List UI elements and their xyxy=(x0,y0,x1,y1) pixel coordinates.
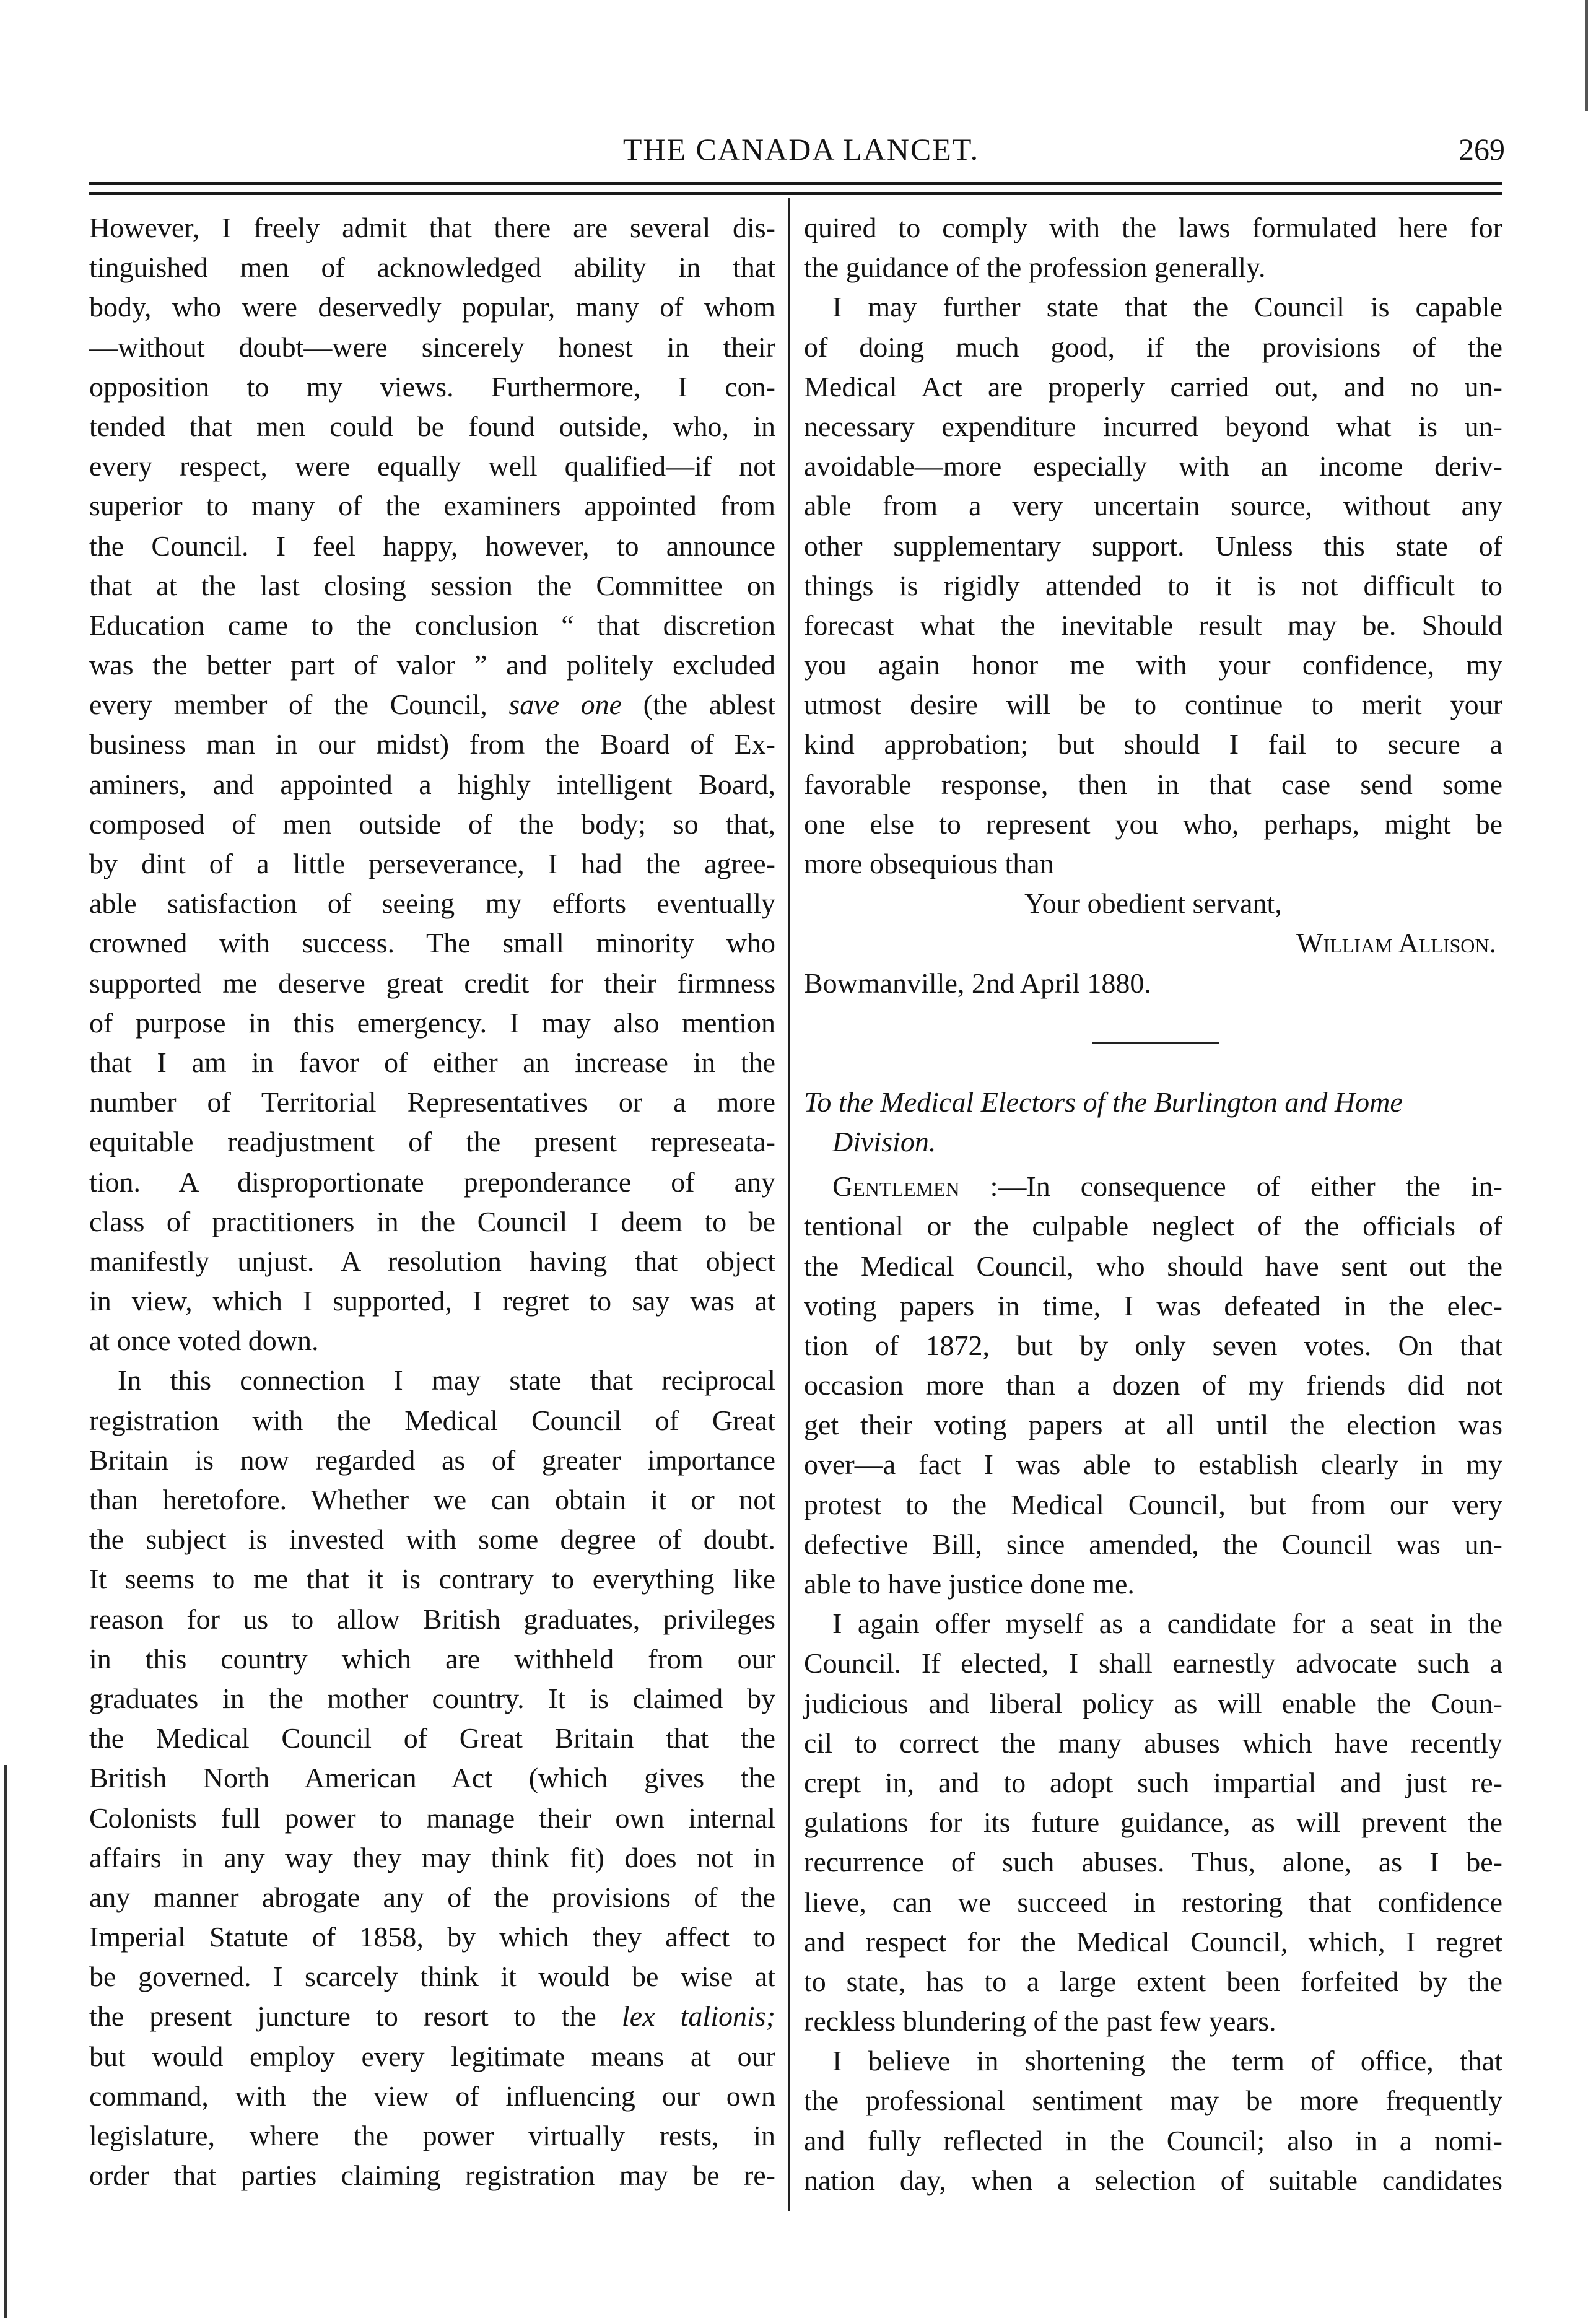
text-line xyxy=(89,1758,775,1798)
text-segment: However, I freely admit that there are several dis- xyxy=(89,212,775,243)
text-segment: every respect, were equally well qualified—if not xyxy=(89,450,775,482)
text-segment: —without doubt—were sincerely honest in their xyxy=(89,331,775,363)
text-line xyxy=(89,1559,775,1599)
italic-phrase: lex talionis; xyxy=(621,2000,775,2033)
scan-edge-mark xyxy=(4,1765,7,2318)
text-line xyxy=(804,328,1502,367)
text-segment: Colonists full power to manage their own internal xyxy=(89,1802,775,1834)
text-line xyxy=(804,1206,1502,1246)
letter-heading-line-2: Division. xyxy=(832,1125,936,1157)
text-line xyxy=(89,486,775,526)
letter-allison-body xyxy=(804,208,1502,884)
text-line xyxy=(804,1286,1502,1326)
text-segment: the Medical Council of Great Britain that the xyxy=(89,1722,775,1754)
text-segment: graduates in the mother country. It is claimed by xyxy=(89,1682,775,1714)
text-segment: of doing much good, if the provisions of the xyxy=(804,331,1502,363)
text-line xyxy=(804,2081,1502,2120)
text-line xyxy=(804,804,1502,844)
text-segment: defective Bill, since amended, the Council was un- xyxy=(804,1528,1502,1560)
text-segment: order that parties claiming registration may be re- xyxy=(89,2159,775,2192)
text-line xyxy=(804,1247,1502,1286)
text-line xyxy=(804,1326,1502,1366)
text-segment: to state, has to a large extent been forfeited by the xyxy=(804,1965,1502,1997)
letter-dateline: Bowmanville, 2nd April 1880. xyxy=(804,967,1151,999)
text-line xyxy=(89,765,775,804)
paragraph xyxy=(804,1604,1502,2041)
letter-heading-line-1: To the Medical Electors of the Burlington and Home xyxy=(804,1086,1403,1118)
text-line xyxy=(89,1957,775,1997)
text-line xyxy=(804,566,1502,606)
text-line xyxy=(89,208,775,248)
text-segment: occasion more than a dozen of my friends did not xyxy=(804,1369,1502,1401)
paragraph xyxy=(89,208,775,1361)
text-segment: the subject is invested with some degree of doubt. xyxy=(89,1523,775,1556)
text-segment: reckless blundering of the past few years. xyxy=(804,2005,1276,2037)
letter-signature: William Allison. xyxy=(1296,927,1496,959)
text-segment: one else to represent you who, perhaps, might be xyxy=(804,808,1502,840)
letter-electors-body xyxy=(804,1167,1502,2200)
text-line xyxy=(89,1003,775,1043)
text-segment: utmost desire will be to continue to merit your xyxy=(804,689,1502,721)
text-line xyxy=(89,1798,775,1838)
text-line xyxy=(804,2161,1502,2200)
text-segment: voting papers in time, I was defeated in the elec- xyxy=(804,1289,1502,1322)
text-line xyxy=(89,1480,775,1520)
text-segment: lieve, can we succeed in restoring that confidence xyxy=(804,1886,1502,1918)
text-segment: necessary expenditure incurred beyond what is un- xyxy=(804,410,1502,442)
text-line xyxy=(804,287,1502,327)
text-segment: avoidable—more especially with an income deriv- xyxy=(804,450,1502,482)
text-segment: the present juncture to resort to the xyxy=(89,2000,622,2033)
text-segment: tentional or the culpable neglect of the officials of xyxy=(804,1210,1502,1242)
text-segment: tion of 1872, but by only seven votes. On that xyxy=(804,1329,1502,1361)
paragraph xyxy=(804,1167,1502,1604)
text-line xyxy=(89,725,775,764)
text-segment: Britain is now regarded as of greater importance xyxy=(89,1444,775,1476)
text-segment: crept in, and to adopt such impartial and just re- xyxy=(804,1766,1502,1798)
text-line xyxy=(804,2121,1502,2161)
text-segment: was the better part of valor ” and politely excluded xyxy=(89,649,775,681)
text-segment: any manner abrogate any of the provisions of the xyxy=(89,1881,775,1913)
text-line xyxy=(89,367,775,407)
text-segment: able from a very uncertain source, without any xyxy=(804,490,1502,522)
text-segment: business man in our midst) from the Board of Ex- xyxy=(89,728,775,760)
text-line xyxy=(804,1763,1502,1803)
text-line xyxy=(89,328,775,367)
text-segment: crowned with success. The small minority who xyxy=(89,927,775,959)
text-segment: in view, which I supported, I regret to say was at xyxy=(89,1285,775,1317)
text-segment: the professional sentiment may be more frequently xyxy=(804,2085,1502,2117)
text-segment: recurrence of such abuses. Thus, alone, as I be- xyxy=(804,1846,1502,1878)
text-line xyxy=(804,2041,1502,2081)
text-line xyxy=(89,287,775,327)
text-segment: (the ablest xyxy=(622,689,775,721)
text-segment: forecast what the inevitable result may be. Should xyxy=(804,609,1502,641)
text-segment: the Council. I feel happy, however, to announce xyxy=(89,529,775,562)
text-line xyxy=(89,1838,775,1878)
text-line xyxy=(804,1445,1502,1484)
text-segment: opposition to my views. Furthermore, I con- xyxy=(89,370,775,403)
text-line xyxy=(804,1366,1502,1405)
text-segment: supported me deserve great credit for their firmness xyxy=(89,967,775,999)
text-segment: other supplementary support. Unless this state of xyxy=(804,529,1502,562)
text-segment: nation day, when a selection of suitable candidates xyxy=(804,2164,1502,2196)
column-divider xyxy=(788,198,790,2211)
text-line xyxy=(89,804,775,844)
text-line xyxy=(89,1281,775,1321)
text-segment: It seems to me that it is contrary to everything like xyxy=(89,1563,775,1595)
running-head-title: THE CANADA LANCET. xyxy=(622,132,980,167)
text-segment: judicious and liberal policy as will enable the Coun- xyxy=(804,1687,1502,1719)
text-line xyxy=(804,645,1502,685)
text-segment: Imperial Statute of 1858, by which they affect to xyxy=(89,1921,775,1953)
text-segment: over—a fact I was able to establish clearly in my xyxy=(804,1449,1502,1481)
paragraph xyxy=(804,287,1502,884)
text-line xyxy=(89,1083,775,1122)
text-line xyxy=(804,606,1502,645)
text-segment: :—In consequence of either the in- xyxy=(959,1170,1502,1203)
text-line xyxy=(804,486,1502,526)
text-segment: manifestly unjust. A resolution having that object xyxy=(89,1245,775,1277)
text-segment: favorable response, then in that case send some xyxy=(804,768,1502,800)
text-segment: equitable readjustment of the present represeata- xyxy=(89,1126,775,1158)
text-line xyxy=(804,1167,1502,1206)
text-segment: registration with the Medical Council of Great xyxy=(89,1404,775,1436)
text-line xyxy=(804,1525,1502,1564)
text-segment: I may further state that the Council is capable xyxy=(832,291,1502,323)
text-line xyxy=(804,447,1502,486)
text-line xyxy=(804,1962,1502,2002)
paragraph xyxy=(804,208,1502,287)
text-segment: body, who were deservedly popular, many of whom xyxy=(89,291,775,323)
text-line xyxy=(89,248,775,287)
text-segment: gulations for its future guidance, as will prevent the xyxy=(804,1806,1502,1839)
text-segment: aminers, and appointed a highly intelligent Board, xyxy=(89,768,775,800)
text-segment: Council. If elected, I shall earnestly advocate such a xyxy=(804,1647,1502,1680)
text-line xyxy=(89,2156,775,2195)
text-segment: command, with the view of influencing our own xyxy=(89,2080,775,2112)
text-line xyxy=(804,1564,1502,1604)
text-segment: able to have justice done me. xyxy=(804,1568,1135,1600)
text-segment: every member of the Council, xyxy=(89,689,509,721)
text-segment: reason for us to allow British graduates, privileges xyxy=(89,1603,775,1635)
text-segment: get their voting papers at all until the election was xyxy=(804,1409,1502,1441)
text-line xyxy=(804,1644,1502,1683)
text-line xyxy=(804,1842,1502,1882)
text-segment: be governed. I scarcely think it would be wise at xyxy=(89,1961,775,1993)
text-segment: and respect for the Medical Council, which, I regret xyxy=(804,1925,1502,1958)
text-line xyxy=(89,407,775,447)
text-segment: cil to correct the many abuses which have recently xyxy=(804,1727,1502,1759)
text-segment: protest to the Medical Council, but from our very xyxy=(804,1488,1502,1520)
text-segment: and fully reflected in the Council; also in a nomi- xyxy=(804,2124,1502,2156)
text-segment: in this country which are withheld from our xyxy=(89,1642,775,1675)
letter-closing: Your obedient servant, xyxy=(1024,887,1282,920)
text-segment: that I am in favor of either an increase in the xyxy=(89,1046,775,1078)
text-segment: Medical Act are properly carried out, and no un- xyxy=(804,370,1502,403)
text-line xyxy=(804,2002,1502,2041)
text-segment: tinguished men of acknowledged ability in that xyxy=(89,251,775,284)
text-segment: number of Territorial Representatives or a more xyxy=(89,1086,775,1118)
text-line xyxy=(804,1803,1502,1842)
text-line xyxy=(804,526,1502,566)
text-line xyxy=(89,964,775,1003)
text-segment: by dint of a little perseverance, I had the agree- xyxy=(89,848,775,879)
text-line xyxy=(804,1883,1502,1922)
text-line xyxy=(804,208,1502,248)
paragraph xyxy=(804,2041,1502,2200)
text-line xyxy=(89,645,775,685)
text-segment: than heretofore. Whether we can obtain it or not xyxy=(89,1484,775,1515)
text-line xyxy=(804,248,1502,287)
text-line xyxy=(804,1922,1502,1962)
text-line xyxy=(89,1321,775,1361)
text-segment: but would employ every legitimate means at our xyxy=(89,2040,775,2072)
text-line xyxy=(804,1723,1502,1763)
header-rule-top xyxy=(89,182,1502,185)
text-line xyxy=(89,2076,775,2116)
text-line xyxy=(89,2116,775,2156)
text-segment: kind approbation; but should I fail to secure a xyxy=(804,728,1502,760)
text-line xyxy=(804,765,1502,804)
text-segment: tended that men could be found outside, who, in xyxy=(89,410,775,442)
text-segment: affairs in any way they may think fit) does not in xyxy=(89,1841,775,1873)
text-segment: composed of men outside of the body; so that, xyxy=(89,808,775,840)
text-segment: the guidance of the profession generally. xyxy=(804,251,1266,284)
text-segment: at once voted down. xyxy=(89,1325,319,1357)
text-segment: I again offer myself as a candidate for a seat in the xyxy=(832,1608,1502,1640)
text-line xyxy=(89,526,775,566)
text-segment: able satisfaction of seeing my efforts eventually xyxy=(89,887,775,920)
text-segment: In this connection I may state that reciprocal xyxy=(118,1364,775,1396)
text-line xyxy=(89,1440,775,1480)
text-line xyxy=(89,1878,775,1917)
text-segment: quired to comply with the laws formulated here for xyxy=(804,212,1502,243)
text-segment: you again honor me with your confidence, my xyxy=(804,649,1502,681)
italic-phrase: save one xyxy=(508,689,622,721)
text-segment: that at the last closing session the Committee on xyxy=(89,569,775,601)
text-line xyxy=(89,1917,775,1957)
section-separator-rule xyxy=(804,1003,1502,1083)
text-line xyxy=(804,407,1502,447)
text-line xyxy=(89,1202,775,1242)
text-line xyxy=(804,1485,1502,1525)
text-line xyxy=(89,1043,775,1083)
text-line xyxy=(89,1520,775,1559)
text-line xyxy=(89,2037,775,2076)
text-segment: legislature, where the power virtually rests, in xyxy=(89,2120,775,2151)
right-column xyxy=(804,208,1502,2200)
text-line xyxy=(89,1679,775,1719)
text-line xyxy=(89,1242,775,1281)
text-line xyxy=(89,1361,775,1400)
text-segment: class of practitioners in the Council I deem to be xyxy=(89,1205,775,1237)
text-line xyxy=(89,923,775,963)
page-number: 269 xyxy=(1459,132,1505,167)
text-line xyxy=(804,685,1502,725)
text-line xyxy=(89,447,775,486)
text-line xyxy=(804,1604,1502,1644)
text-line xyxy=(89,1122,775,1162)
text-line xyxy=(89,1162,775,1202)
text-line xyxy=(89,606,775,645)
text-segment: Education came to the conclusion “ that discretion xyxy=(89,609,775,641)
text-segment: things is rigidly attended to it is not difficult to xyxy=(804,569,1502,601)
text-line xyxy=(89,884,775,923)
text-segment: more obsequious than xyxy=(804,848,1054,879)
header-rule-bottom xyxy=(89,192,1502,195)
text-line xyxy=(804,367,1502,407)
left-column xyxy=(89,208,775,2195)
text-segment: British North American Act (which gives the xyxy=(89,1762,775,1794)
text-segment: of purpose in this emergency. I may also mention xyxy=(89,1006,775,1039)
text-line xyxy=(804,725,1502,764)
text-line xyxy=(89,1639,775,1679)
scan-edge-mark-right xyxy=(1585,0,1588,111)
text-line xyxy=(89,566,775,606)
text-line xyxy=(804,1405,1502,1445)
text-line xyxy=(89,1997,775,2036)
text-line xyxy=(89,1401,775,1440)
text-segment: the Medical Council, who should have sent out the xyxy=(804,1250,1502,1282)
paragraph xyxy=(89,1361,775,2195)
text-segment: tion. A disproportionate preponderance of any xyxy=(89,1166,775,1198)
small-caps-word: Gentlemen xyxy=(832,1170,960,1203)
text-line xyxy=(89,685,775,725)
text-line xyxy=(804,1684,1502,1723)
text-line xyxy=(804,844,1502,884)
text-segment: I believe in shortening the term of office, that xyxy=(832,2045,1502,2077)
text-line xyxy=(89,1719,775,1758)
text-line xyxy=(89,844,775,884)
text-line xyxy=(89,1600,775,1639)
text-segment: superior to many of the examiners appointed from xyxy=(89,490,775,522)
